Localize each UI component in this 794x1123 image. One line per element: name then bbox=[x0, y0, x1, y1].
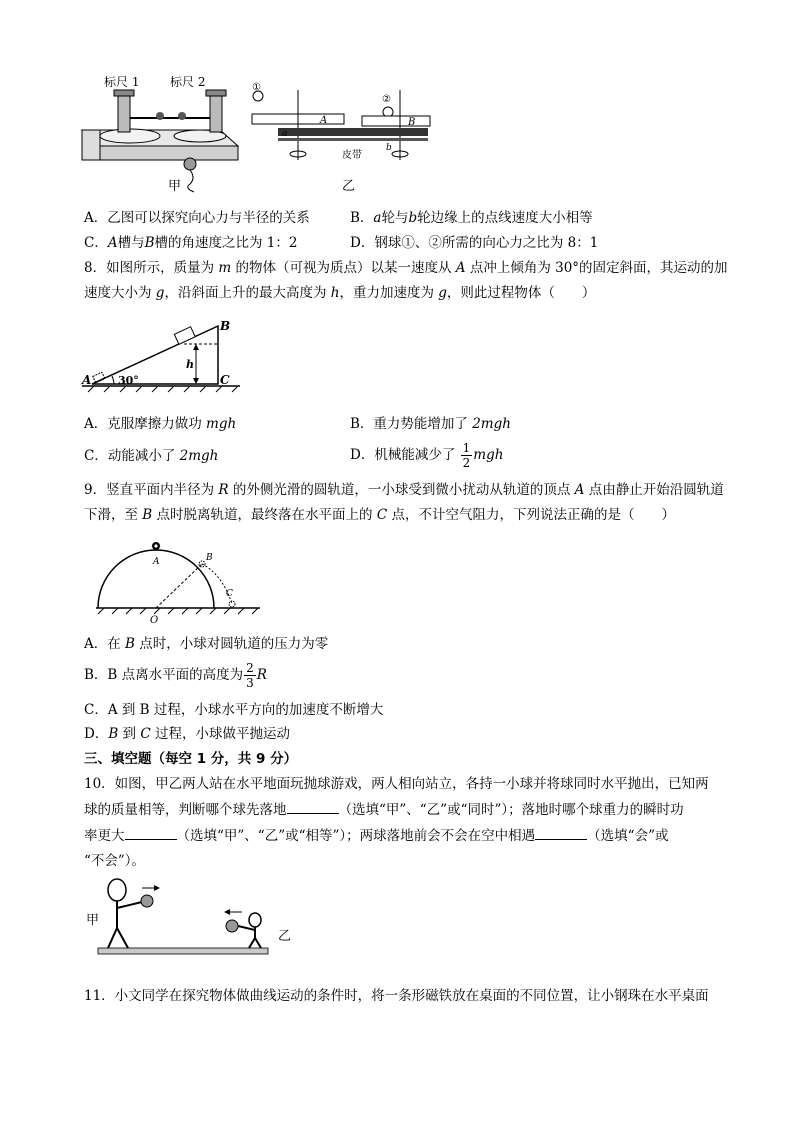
q10-stem-line2: 球的质量相等，判断哪个球先落地 （选填“甲”、“乙”或“同时”）；落地时哪个球重力的瞬时功 bbox=[84, 802, 684, 818]
figure-q9-circle-track bbox=[92, 534, 264, 626]
answer-blank-3[interactable] bbox=[535, 827, 587, 840]
q8-angle-label: 30° bbox=[118, 374, 139, 387]
slot-A-label: A bbox=[320, 115, 328, 126]
q11-stem-line1: 11．小文同学在探究物体做曲线运动的条件时，将一条形磁铁放在桌面的不同位置，让小钢珠在水平桌面 bbox=[84, 988, 709, 1004]
q7-option-a: A．乙图可以探究向心力与半径的关系 bbox=[84, 210, 310, 226]
q8-B-label: B bbox=[220, 319, 231, 333]
q9-option-a: A．在 B 点时，小球对圆轨道的压力为零 bbox=[84, 636, 329, 652]
q8-option-a: A．克服摩擦力做功 mgh bbox=[84, 416, 237, 432]
q9-A-label: A bbox=[153, 557, 160, 567]
answer-blank-2[interactable] bbox=[125, 827, 177, 840]
section-title: 三、填空题（每空 1 分，共 9 分） bbox=[84, 751, 298, 767]
caption-yi: 乙 bbox=[342, 179, 356, 194]
caption-jia: 甲 bbox=[168, 179, 182, 194]
ball2-label: ② bbox=[382, 94, 391, 105]
apparatus-jia bbox=[82, 74, 238, 194]
q10-stem-line1: 10．如图，甲乙两人站在水平地面玩抛球游戏，两人相向站立，各持一小球并将球同时水平抛出，已知两 bbox=[84, 776, 709, 792]
slot-B-label: B bbox=[408, 117, 416, 128]
q8-h-label: h bbox=[186, 358, 194, 371]
q8-A-label: A bbox=[82, 373, 92, 387]
q8-option-c: C．动能减小了 2mgh bbox=[84, 448, 219, 464]
figure-q8-incline bbox=[80, 318, 250, 396]
q8-option-d: D．机械能减少了 $\frac{1}{2}$ mgh bbox=[350, 441, 504, 470]
fraction: $\frac{2}{3}$ bbox=[246, 661, 254, 690]
figure-q7 bbox=[70, 70, 450, 195]
q7-option-b: B．a轮与b轮边缘上的点线速度大小相等 bbox=[350, 210, 593, 226]
q10-stem-line4: “不会”）。 bbox=[84, 853, 146, 869]
q9-stem-line2: 下滑，至 B 点时脱离轨道，最终落在水平面上的 C 点，不计空气阻力，下列说法正确的是（ ） bbox=[84, 507, 675, 523]
belt-label: 皮带 bbox=[342, 150, 362, 161]
q8-stem-line1: 8．如图所示，质量为 m 的物体（可视为质点）以某一速度从 A 点冲上倾角为 30°的固定斜面，其运动的加 bbox=[84, 260, 728, 276]
q10-stem-line3: 率更大 （选填“甲”、“乙”或“相等”）；两球落地前会不会在空中相遇 （选填“会”或 bbox=[84, 828, 669, 844]
ruler2-label: 标尺 2 bbox=[170, 75, 206, 89]
ball1-label: ① bbox=[252, 82, 261, 93]
q8-option-b: B．重力势能增加了 2mgh bbox=[350, 416, 511, 432]
fraction: $\frac{1}{2}$ bbox=[462, 441, 471, 470]
q9-O-label: O bbox=[150, 615, 159, 626]
q7-option-d: D．钢球①、②所需的向心力之比为 8：1 bbox=[350, 235, 599, 251]
q8-stem-line2: 速度大小为 g，沿斜面上升的最大高度为 h，重力加速度为 g，则此过程物体（ ） bbox=[84, 285, 596, 301]
q9-option-b: B．B 点离水平面的高度为 $\frac{2}{3}$ R bbox=[84, 661, 267, 690]
wheel-a-label: a bbox=[282, 129, 288, 139]
q9-stem-line1: 9．竖直平面内半径为 R 的外侧光滑的圆轨道，一小球受到微小扰动从轨道的顶点 A 点由静止开始沿圆轨道 bbox=[84, 482, 724, 498]
q8-C-label: C bbox=[220, 373, 230, 387]
figure-q10-throwers bbox=[84, 872, 304, 958]
wheel-b-label: b bbox=[386, 143, 392, 153]
q9-B-label: B bbox=[206, 553, 213, 563]
ruler1-label: 标尺 1 bbox=[104, 75, 140, 89]
q9-C-label: C bbox=[226, 589, 233, 599]
q7-option-c: C．A槽与B槽的角速度之比为 1：2 bbox=[84, 235, 298, 251]
schematic-yi bbox=[252, 82, 430, 194]
answer-blank-1[interactable] bbox=[287, 801, 339, 814]
q9-option-d: D．B 到 C 过程，小球做平抛运动 bbox=[84, 726, 290, 742]
q10-jia-label: 甲 bbox=[86, 913, 100, 928]
q9-option-c: C．A 到 B 过程，小球水平方向的加速度不断增大 bbox=[84, 702, 384, 718]
q10-yi-label: 乙 bbox=[278, 929, 292, 944]
